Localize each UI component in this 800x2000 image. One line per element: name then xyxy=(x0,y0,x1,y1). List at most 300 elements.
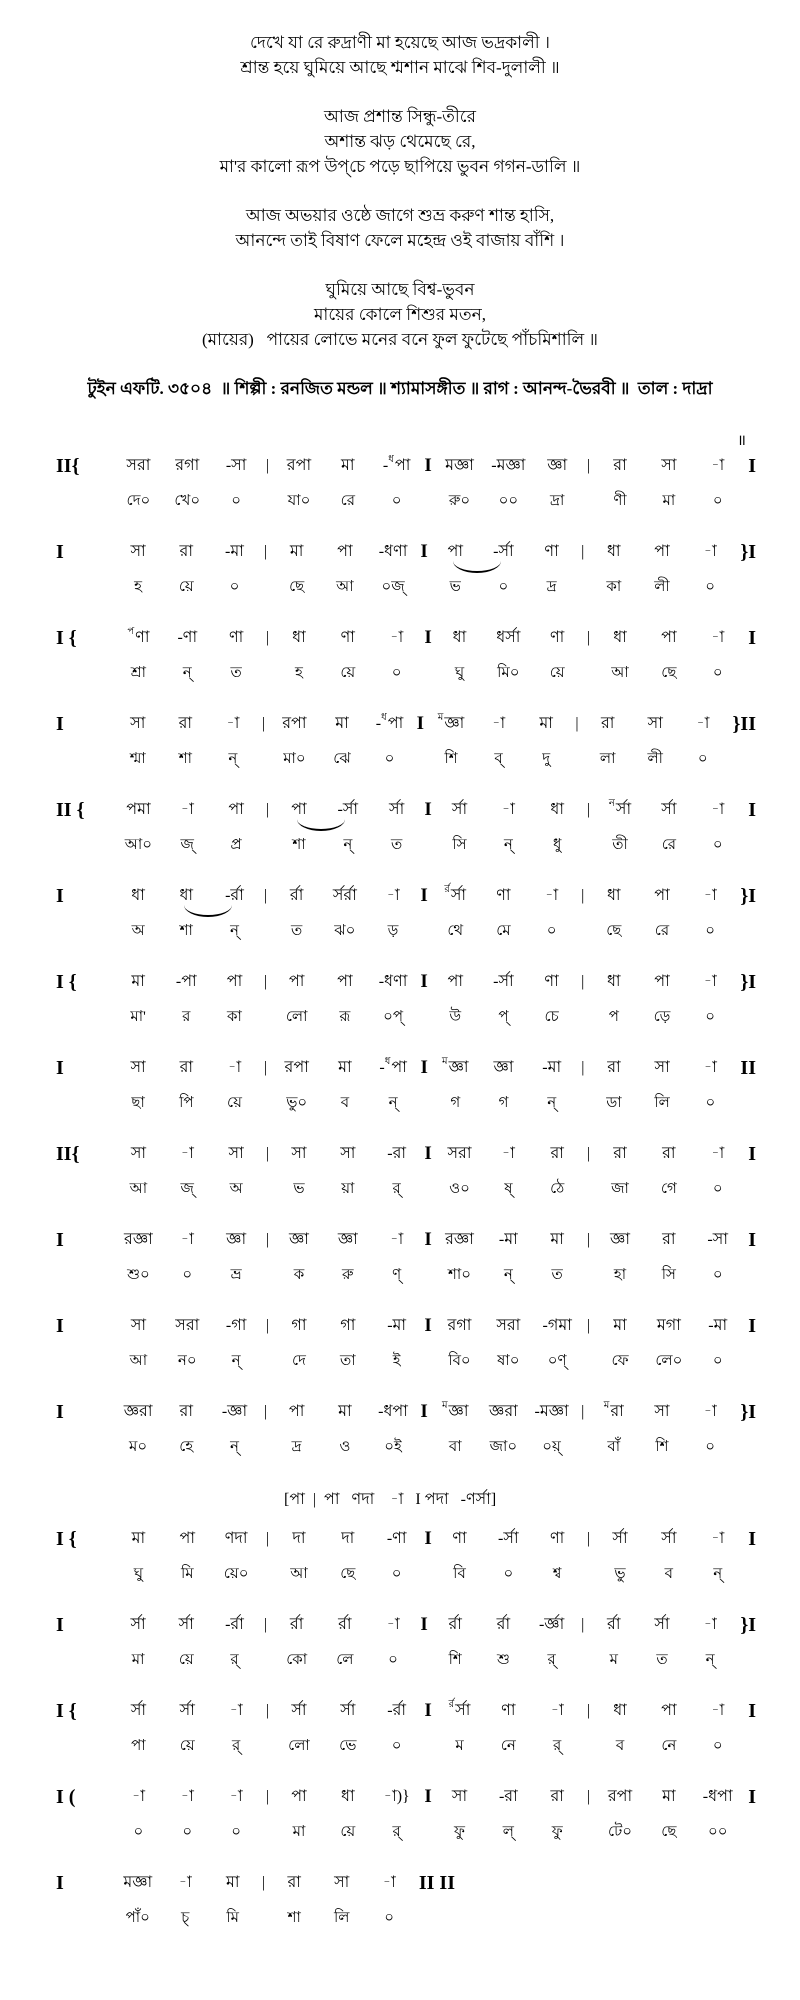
row-end-barline: I xyxy=(748,455,756,477)
note-text: র্সা xyxy=(291,1702,307,1719)
note-text: রপা xyxy=(282,715,307,732)
note-text: জ্ঞা xyxy=(226,1231,247,1248)
note-text: ণা xyxy=(340,629,355,646)
note-text: ধা xyxy=(613,629,627,646)
note-text: মা xyxy=(341,457,355,474)
measure-cells xyxy=(114,1785,742,1842)
lyric-syllable: তা xyxy=(339,1353,356,1369)
lyric-syllable: ০প্ xyxy=(383,1009,403,1025)
note-text: -গমা xyxy=(542,1317,572,1334)
note-text: রা xyxy=(178,715,193,732)
note-cell xyxy=(273,1613,321,1670)
lyric-syllable: ণ্ xyxy=(392,1267,402,1283)
grace-note: প xyxy=(127,626,135,637)
bar-separator: I xyxy=(420,541,428,562)
lyric-syllable: ন্ xyxy=(228,751,238,767)
note-text: ণা xyxy=(501,1702,516,1719)
note-text: -গা xyxy=(225,1317,247,1334)
note-text: -া xyxy=(501,801,515,818)
note-text: র্রা xyxy=(496,1616,511,1633)
lyric-syllable: ষ্ xyxy=(504,1181,513,1197)
lyric-syllable: দু xyxy=(542,751,551,767)
note-cell xyxy=(686,1056,734,1113)
note-cell xyxy=(533,1699,582,1756)
note-text: -া xyxy=(180,1231,194,1248)
lyric-syllable: য়ে xyxy=(227,1095,242,1111)
note-cell xyxy=(435,626,484,683)
note-text: সা xyxy=(340,1145,356,1162)
row-start-barline: I xyxy=(56,1614,64,1636)
lyric-syllable: ছে xyxy=(340,1566,356,1582)
note-text: র্সা xyxy=(612,1530,628,1547)
lyric-syllable: শি xyxy=(448,1652,462,1668)
row-end-barline: I xyxy=(748,799,756,821)
note-text: -মজ্ঞা xyxy=(491,457,526,474)
bar-separator: I xyxy=(424,1700,432,1721)
note-cell xyxy=(528,884,576,941)
lyrics-line: মায়ের কোলে শিশুর মতন, xyxy=(313,305,487,324)
note-cell xyxy=(638,970,686,1027)
note-text: মা xyxy=(613,1317,627,1334)
note-text: র্সর্রা xyxy=(332,887,357,904)
notation-row xyxy=(56,970,756,1027)
lyric-syllable: য়ে xyxy=(179,1738,195,1754)
row-end-barline: I xyxy=(748,1786,756,1808)
bar-separator: I xyxy=(424,1786,432,1807)
lyric-syllable: বি xyxy=(453,1566,466,1582)
lyric-syllable: রে xyxy=(654,923,670,939)
note-text: র্রা xyxy=(448,1616,462,1633)
lyric-syllable: উ xyxy=(449,1009,462,1025)
note-cell xyxy=(596,798,645,855)
lyric-syllable: রে xyxy=(661,837,677,853)
note-cell xyxy=(644,1527,693,1584)
row-end-barline: }I xyxy=(740,1401,756,1423)
note-cell xyxy=(323,1785,372,1842)
note-text: মা xyxy=(289,543,304,560)
note-cell xyxy=(475,712,523,769)
row-start-barline: I xyxy=(56,1057,64,1079)
bar-separator: | xyxy=(263,887,268,904)
lyric-syllable: ০ xyxy=(182,1824,193,1840)
note-text: পা xyxy=(291,801,307,818)
lyric-syllable: আ xyxy=(129,1353,148,1369)
lyric-syllable: য়ে xyxy=(178,579,194,595)
note-text: -$^ধ$পা xyxy=(382,454,411,474)
note-cell xyxy=(163,1314,212,1371)
note-text: ধা xyxy=(340,1788,355,1805)
note-cell xyxy=(631,712,679,769)
note-cell xyxy=(273,884,321,941)
note-cell xyxy=(114,1613,162,1670)
lyric-syllable: গ xyxy=(498,1095,509,1111)
row-start-barline: I xyxy=(56,713,64,735)
lyric-syllable: ছে xyxy=(289,579,305,595)
measure-cells xyxy=(114,1613,734,1670)
note-cell xyxy=(162,1056,210,1113)
bar-separator: | xyxy=(586,1231,591,1248)
note-text: মা xyxy=(131,973,145,990)
note-text: মা xyxy=(225,1874,240,1891)
note-cell xyxy=(693,1699,742,1756)
note-text: র্সা xyxy=(340,1702,356,1719)
lyric-syllable: র্ xyxy=(392,1824,401,1840)
lyric-syllable: মি xyxy=(226,1910,240,1926)
note-cell xyxy=(212,798,261,855)
bar-separator: | xyxy=(265,1231,270,1248)
note-cell xyxy=(321,1400,369,1457)
lyric-syllable: কো xyxy=(286,1652,308,1668)
note-cell xyxy=(584,712,632,769)
measure-cells xyxy=(114,1142,742,1199)
note-cell xyxy=(638,1400,686,1457)
note-cell xyxy=(210,540,258,597)
lyric-syllable: ০ xyxy=(712,1353,723,1369)
note-text: জ্ঞা xyxy=(547,457,568,474)
lyric-syllable: ব xyxy=(664,1566,674,1582)
note-text: ধা xyxy=(179,887,194,904)
lyric-syllable: য়া xyxy=(341,1181,355,1197)
note-cell xyxy=(210,1400,258,1457)
note-cell xyxy=(372,1142,421,1199)
notation-row xyxy=(56,1228,756,1285)
note-cell xyxy=(114,1785,163,1842)
lyric-syllable: শি xyxy=(655,1439,669,1455)
note-text: জ্ঞা xyxy=(493,1059,514,1076)
note-text: রা xyxy=(550,1145,564,1162)
lyric-syllable: মা xyxy=(131,1652,145,1668)
measure-cells xyxy=(114,540,734,597)
note-cell xyxy=(318,712,366,769)
lyric-syllable: ম xyxy=(455,1738,464,1754)
lyric-syllable: শ্রা xyxy=(130,665,147,681)
note-text: -মজ্ঞা xyxy=(534,1403,569,1420)
note-cell xyxy=(479,1056,527,1113)
note-cell xyxy=(210,884,258,941)
note-text: র্রা xyxy=(338,1616,352,1633)
note-cell xyxy=(275,626,324,683)
note-text: র্রা xyxy=(607,1616,621,1633)
lyric-syllable: লি xyxy=(654,1095,670,1111)
note-cell xyxy=(644,798,693,855)
lyric-syllable: ঘু xyxy=(454,665,465,681)
bar-separator: | xyxy=(581,1403,585,1420)
note-cell xyxy=(275,1314,324,1371)
note-cell xyxy=(372,1527,421,1584)
note-cell xyxy=(372,1228,421,1285)
note-cell xyxy=(114,540,162,597)
note-text: রা xyxy=(662,1145,676,1162)
note-cell xyxy=(163,1228,212,1285)
bar-separator: | xyxy=(261,1874,266,1891)
row-start-barline: I { xyxy=(56,1700,77,1722)
note-cell xyxy=(210,970,258,1027)
note-cell xyxy=(372,1699,421,1756)
lyric-syllable: ন্ xyxy=(343,837,353,853)
row-start-barline: I xyxy=(56,1872,64,1894)
note-text: দা xyxy=(292,1530,306,1547)
lyric-syllable: ধু xyxy=(552,837,562,853)
note-text: গা xyxy=(340,1317,356,1334)
note-text: -া xyxy=(226,715,240,732)
note-text: -া xyxy=(229,1788,243,1805)
note-text: -া xyxy=(227,1059,242,1076)
row-start-barline: I xyxy=(56,541,64,563)
note-text: ণা xyxy=(228,629,244,646)
note-text: -পা xyxy=(175,973,197,990)
note-text: -া xyxy=(180,1788,194,1805)
note-cell xyxy=(427,712,475,769)
note-text: র্সা xyxy=(661,1530,677,1547)
lyric-syllable: মা xyxy=(292,1824,306,1840)
lyric-syllable: লী xyxy=(647,751,663,767)
lyric-syllable: লে০ xyxy=(655,1353,683,1369)
note-text: -র্সা xyxy=(493,973,514,990)
note-text: -া xyxy=(545,887,559,904)
note-text: -র্জ্ঞা xyxy=(538,1616,565,1633)
note-cell xyxy=(533,1228,582,1285)
note-text: -া xyxy=(703,1059,717,1076)
lyric-syllable: চে xyxy=(544,1009,559,1025)
row-end-barline: I xyxy=(748,1315,756,1337)
lyric-syllable: ঝে xyxy=(333,751,351,767)
note-text: ধা xyxy=(550,801,564,818)
note-text: ণা xyxy=(496,887,511,904)
lyric-syllable: ছে xyxy=(606,923,622,939)
note-text: -া xyxy=(492,715,506,732)
note-text: -া xyxy=(711,629,725,646)
note-cell xyxy=(528,540,576,597)
lyric-syllable: ০০ xyxy=(707,1824,728,1840)
lyric-syllable: তী xyxy=(612,837,628,853)
lyric-syllable: মা০ xyxy=(283,751,306,767)
lyric-syllable: ০ xyxy=(712,1738,723,1754)
note-cell xyxy=(369,884,417,941)
note-cell xyxy=(210,1613,258,1670)
notation-row xyxy=(56,540,756,597)
note-cell xyxy=(114,1056,162,1113)
note-text: দা xyxy=(341,1530,355,1547)
lyric-syllable: মি xyxy=(180,1566,194,1582)
note-cell xyxy=(644,626,693,683)
note-cell xyxy=(528,970,576,1027)
lyric-syllable: ত xyxy=(291,923,303,939)
bar-separator: | xyxy=(581,1616,585,1633)
note-cell xyxy=(533,1527,582,1584)
note-text: -া xyxy=(386,1616,400,1633)
note-cell xyxy=(270,1871,317,1928)
lyric-syllable: য়ে xyxy=(340,665,356,681)
notation-row xyxy=(56,1785,756,1842)
note-cell xyxy=(644,1699,693,1756)
note-cell xyxy=(533,798,582,855)
note-text: -া xyxy=(131,1788,145,1805)
note-cell xyxy=(323,1228,372,1285)
lyric-syllable: মা' xyxy=(130,1009,146,1025)
lyric-syllable: য়ে০ xyxy=(223,1566,249,1582)
note-cell xyxy=(693,1527,742,1584)
lyric-syllable: শি xyxy=(444,751,458,767)
note-cell xyxy=(372,798,421,855)
lyric-syllable: পা xyxy=(131,1738,146,1754)
note-text: পা xyxy=(337,973,353,990)
notation-row xyxy=(56,1871,455,1928)
note-text: -র্সা xyxy=(493,543,514,560)
note-text: রপা xyxy=(286,457,312,474)
lyric-syllable: ০ xyxy=(712,665,723,681)
note-cell xyxy=(212,1699,261,1756)
note-cell xyxy=(210,1056,258,1113)
note-text: রা xyxy=(179,1059,194,1076)
note-cell xyxy=(114,626,163,683)
note-text: -া xyxy=(180,1145,194,1162)
lyric-syllable: মে xyxy=(496,923,511,939)
note-text: র্রা xyxy=(289,1616,304,1633)
note-cell xyxy=(323,626,372,683)
note-text: মা xyxy=(338,1059,352,1076)
grace-note: ম xyxy=(441,1400,448,1411)
note-cell xyxy=(163,1527,212,1584)
lyric-syllable: ভু xyxy=(614,1566,626,1582)
bar-separator: I xyxy=(424,1528,432,1549)
note-cell xyxy=(638,1056,686,1113)
lyric-syllable: বি০ xyxy=(448,1353,471,1369)
note-cell xyxy=(163,1699,212,1756)
interlude-line: [পা | পা ণদা -া I পদা -ণর্সা] xyxy=(284,1491,497,1508)
lyric-syllable: ত xyxy=(391,837,403,853)
note-text: -া xyxy=(180,801,194,818)
bar-separator: | xyxy=(581,543,585,560)
bar-separator: | xyxy=(586,1530,591,1547)
bar-separator: | xyxy=(586,801,591,818)
note-text: রা xyxy=(600,715,615,732)
note-cell xyxy=(686,970,734,1027)
note-cell xyxy=(686,884,734,941)
lyric-syllable: ০ xyxy=(231,1824,241,1840)
note-text: র্সা xyxy=(130,1702,147,1719)
note-cell xyxy=(533,1142,582,1199)
note-cell xyxy=(114,1527,163,1584)
note-text: $^প$ণা xyxy=(127,626,150,646)
note-text: $^ম$জ্ঞা xyxy=(437,712,465,732)
bar-separator: | xyxy=(265,629,270,646)
note-text: $^{র্র}$র্সা xyxy=(444,884,467,904)
note-text: সা xyxy=(130,715,146,732)
lyric-syllable: গে xyxy=(660,1181,677,1197)
measure-cells xyxy=(114,884,734,941)
notation-row xyxy=(56,454,756,511)
lyric-syllable: ন্ xyxy=(713,1566,723,1582)
lyric-syllable: আ০ xyxy=(124,837,153,853)
row-start-barline: I { xyxy=(56,1528,77,1550)
note-text: ধা xyxy=(131,887,145,904)
lyric-syllable: প্ xyxy=(498,1009,509,1025)
note-cell xyxy=(679,712,727,769)
measure-cells xyxy=(114,1527,742,1584)
note-cell xyxy=(435,454,484,511)
notation-row xyxy=(56,884,756,941)
note-cell xyxy=(273,1400,321,1457)
bar-separator: | xyxy=(263,973,268,990)
grace-note: র্র xyxy=(448,1699,455,1710)
note-cell xyxy=(365,1871,412,1928)
note-text: ধা xyxy=(606,543,621,560)
note-cell xyxy=(114,1142,163,1199)
note-cell xyxy=(369,1056,417,1113)
note-cell xyxy=(484,1228,533,1285)
note-text: -সা xyxy=(707,1231,728,1248)
note-cell xyxy=(435,798,484,855)
note-cell xyxy=(435,1142,484,1199)
note-text: পা xyxy=(228,801,244,818)
note-cell xyxy=(372,1785,421,1842)
grace-note: ধ xyxy=(381,712,387,723)
note-cell xyxy=(596,1142,645,1199)
lyric-syllable: ০ই xyxy=(384,1439,402,1455)
note-cell xyxy=(693,626,742,683)
note-text: রগা xyxy=(175,457,200,474)
note-text: মগা xyxy=(656,1317,681,1334)
note-cell xyxy=(479,1613,527,1670)
note-cell xyxy=(693,1142,742,1199)
lyric-syllable: ০০ xyxy=(498,493,519,509)
note-text: মা xyxy=(550,1231,564,1248)
lyrics-stanza xyxy=(0,30,800,80)
lyric-syllable: শা০ xyxy=(447,1267,471,1283)
note-cell xyxy=(114,1699,163,1756)
note-text: পা xyxy=(447,543,463,560)
note-text: জ্ঞা xyxy=(288,1231,309,1248)
note-text: -া xyxy=(229,1702,243,1719)
note-cell xyxy=(590,1613,638,1670)
note-cell xyxy=(686,540,734,597)
lyric-syllable: ভ্র xyxy=(230,1267,242,1283)
bar-separator: I xyxy=(420,1057,428,1078)
lyric-syllable: শ্মা xyxy=(129,751,146,767)
lyric-syllable: ০ xyxy=(229,579,240,595)
note-cell xyxy=(369,1400,417,1457)
note-text: -া xyxy=(696,715,710,732)
lyric-syllable: ব্ xyxy=(494,751,503,767)
bar-separator: I xyxy=(420,1614,428,1635)
lyric-syllable: ০ xyxy=(712,1181,723,1197)
note-text: -া xyxy=(703,973,717,990)
lyric-syllable: ভে xyxy=(339,1738,357,1754)
note-text: -া xyxy=(390,1231,404,1248)
note-text: সা xyxy=(647,715,663,732)
note-text: পা xyxy=(179,1530,196,1547)
note-cell xyxy=(644,1228,693,1285)
lyric-syllable: রে xyxy=(340,493,355,509)
lyric-syllable: ভ xyxy=(449,579,461,595)
note-text: ধা xyxy=(452,629,467,646)
row-start-barline: I xyxy=(56,1229,64,1251)
lyric-syllable: ড়ে xyxy=(653,1009,671,1025)
note-cell xyxy=(163,626,212,683)
note-text: মা xyxy=(335,715,349,732)
lyric-syllable: লো xyxy=(288,1738,310,1754)
note-text: ধা xyxy=(292,629,306,646)
lyric-syllable: য়ে xyxy=(340,1824,356,1840)
row-end-barline: I xyxy=(748,1229,756,1251)
note-cell xyxy=(484,798,533,855)
row-end-barline: }I xyxy=(740,1614,756,1636)
lyric-syllable: গ xyxy=(450,1095,461,1111)
lyric-syllable: ত xyxy=(656,1652,668,1668)
lyric-syllable: য়ে xyxy=(178,1652,194,1668)
lyric-syllable: ণী xyxy=(613,493,627,509)
lyric-syllable: ০ xyxy=(391,493,402,509)
